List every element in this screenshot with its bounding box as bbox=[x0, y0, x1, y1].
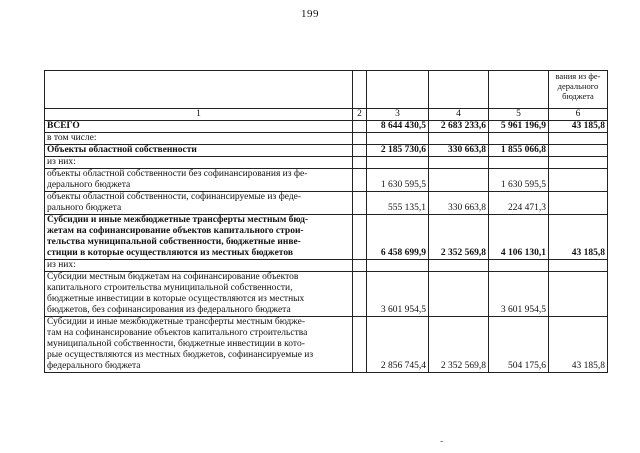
col-number: 3 bbox=[367, 109, 429, 121]
cell-col5: 224 471,3 bbox=[489, 192, 549, 215]
cell-col2 bbox=[353, 169, 367, 192]
budget-table bbox=[44, 70, 608, 373]
table-row bbox=[45, 169, 608, 192]
cell-col4 bbox=[429, 272, 489, 317]
row-label: Субсидии и иные межбюджетные трансферты местным бюд- жетам на софинансирование объектов капитального строи- тельства муниципальной собственности, бюджетные инве- стиции в которые осуществляются из местных бюджетов bbox=[45, 215, 353, 260]
cell-col2 bbox=[353, 121, 367, 133]
cell-col3: 3 601 954,5 bbox=[367, 272, 429, 317]
table-row bbox=[45, 133, 608, 145]
cell-col6 bbox=[549, 145, 608, 157]
table-row bbox=[45, 317, 608, 373]
col-number: 2 bbox=[353, 109, 367, 121]
cell-col6 bbox=[549, 272, 608, 317]
header-cell-2 bbox=[353, 71, 367, 109]
table-row bbox=[45, 157, 608, 169]
cell-col6: 43 185,8 bbox=[549, 317, 608, 373]
cell-col3: 1 630 595,5 bbox=[367, 169, 429, 192]
cell-col4 bbox=[429, 169, 489, 192]
row-label: Субсидии и иные межбюджетные трансферты местным бюдже- там на софинансирование объектов капитального строительства муниципальной собственности, бюджетные инвестиции в кото- рые осуществляются из местных бюджетов, софинансируемые из федерального бюджета bbox=[45, 317, 353, 373]
cell-col5 bbox=[489, 260, 549, 272]
table-row bbox=[45, 192, 608, 215]
column-number-row bbox=[45, 109, 608, 121]
cell-col6: 43 185,8 bbox=[549, 215, 608, 260]
cell-col4: 330 663,8 bbox=[429, 192, 489, 215]
cell-col2 bbox=[353, 157, 367, 169]
col-number: 6 bbox=[549, 109, 608, 121]
header-row bbox=[45, 71, 608, 109]
cell-col2 bbox=[353, 260, 367, 272]
cell-col3 bbox=[367, 260, 429, 272]
row-label: объекты областной собственности без софинансирования из фе- дерального бюджета bbox=[45, 169, 353, 192]
cell-col2 bbox=[353, 192, 367, 215]
cell-col4: 2 683 233,6 bbox=[429, 121, 489, 133]
header-cell-1 bbox=[45, 71, 353, 109]
cell-col3: 555 135,1 bbox=[367, 192, 429, 215]
cell-col6: 43 185,8 bbox=[549, 121, 608, 133]
table-row bbox=[45, 145, 608, 157]
row-label: ВСЕГО bbox=[45, 121, 353, 133]
cell-col6 bbox=[549, 133, 608, 145]
cell-col5: 5 961 196,9 bbox=[489, 121, 549, 133]
row-label: объекты областной собственности, софинансируемые из феде- рального бюджета bbox=[45, 192, 353, 215]
col-number: 5 bbox=[489, 109, 549, 121]
cell-col2 bbox=[353, 317, 367, 373]
header-cell-4 bbox=[429, 71, 489, 109]
cell-col6 bbox=[549, 192, 608, 215]
row-label: из них: bbox=[45, 157, 353, 169]
cell-col3: 6 458 699,9 bbox=[367, 215, 429, 260]
cell-col3: 2 856 745,4 bbox=[367, 317, 429, 373]
cell-col3: 8 644 430,5 bbox=[367, 121, 429, 133]
table-row bbox=[45, 121, 608, 133]
footer-mark: - bbox=[440, 436, 444, 447]
row-label: Объекты областной собственности bbox=[45, 145, 353, 157]
cell-col5: 1 855 066,8 bbox=[489, 145, 549, 157]
cell-col4: 330 663,8 bbox=[429, 145, 489, 157]
cell-col4: 2 352 569,8 bbox=[429, 215, 489, 260]
cell-col6 bbox=[549, 157, 608, 169]
cell-col6 bbox=[549, 169, 608, 192]
cell-col5: 1 630 595,5 bbox=[489, 169, 549, 192]
table-row bbox=[45, 272, 608, 317]
cell-col3: 2 185 730,6 bbox=[367, 145, 429, 157]
col-number: 4 bbox=[429, 109, 489, 121]
cell-col5: 3 601 954,5 bbox=[489, 272, 549, 317]
header-cell-6 bbox=[549, 71, 608, 109]
cell-col5 bbox=[489, 133, 549, 145]
col-number: 1 bbox=[45, 109, 353, 121]
cell-col4 bbox=[429, 260, 489, 272]
cell-col4: 2 352 569,8 bbox=[429, 317, 489, 373]
cell-col2 bbox=[353, 145, 367, 157]
cell-col6 bbox=[549, 260, 608, 272]
header-cell-5 bbox=[489, 71, 549, 109]
page-number: 199 bbox=[301, 8, 319, 20]
row-label: из них: bbox=[45, 260, 353, 272]
cell-col4 bbox=[429, 157, 489, 169]
cell-col5: 4 106 130,1 bbox=[489, 215, 549, 260]
cell-col2 bbox=[353, 133, 367, 145]
cell-col2 bbox=[353, 215, 367, 260]
cell-col4 bbox=[429, 133, 489, 145]
cell-col2 bbox=[353, 272, 367, 317]
table-row bbox=[45, 260, 608, 272]
row-label: в том числе: bbox=[45, 133, 353, 145]
row-label: Субсидии местным бюджетам на софинансирование объектов капитального строительства муниципальной собственности, бюджетные инвестиции в которые осуществляются из местных бюджетов, без софинансирования из федерального бюджета bbox=[45, 272, 353, 317]
header-cell-3 bbox=[367, 71, 429, 109]
cell-col3 bbox=[367, 157, 429, 169]
table-row bbox=[45, 215, 608, 260]
col6-header-text: вания из фе- дерального бюджета bbox=[555, 71, 601, 101]
cell-col5 bbox=[489, 157, 549, 169]
cell-col3 bbox=[367, 133, 429, 145]
cell-col5: 504 175,6 bbox=[489, 317, 549, 373]
